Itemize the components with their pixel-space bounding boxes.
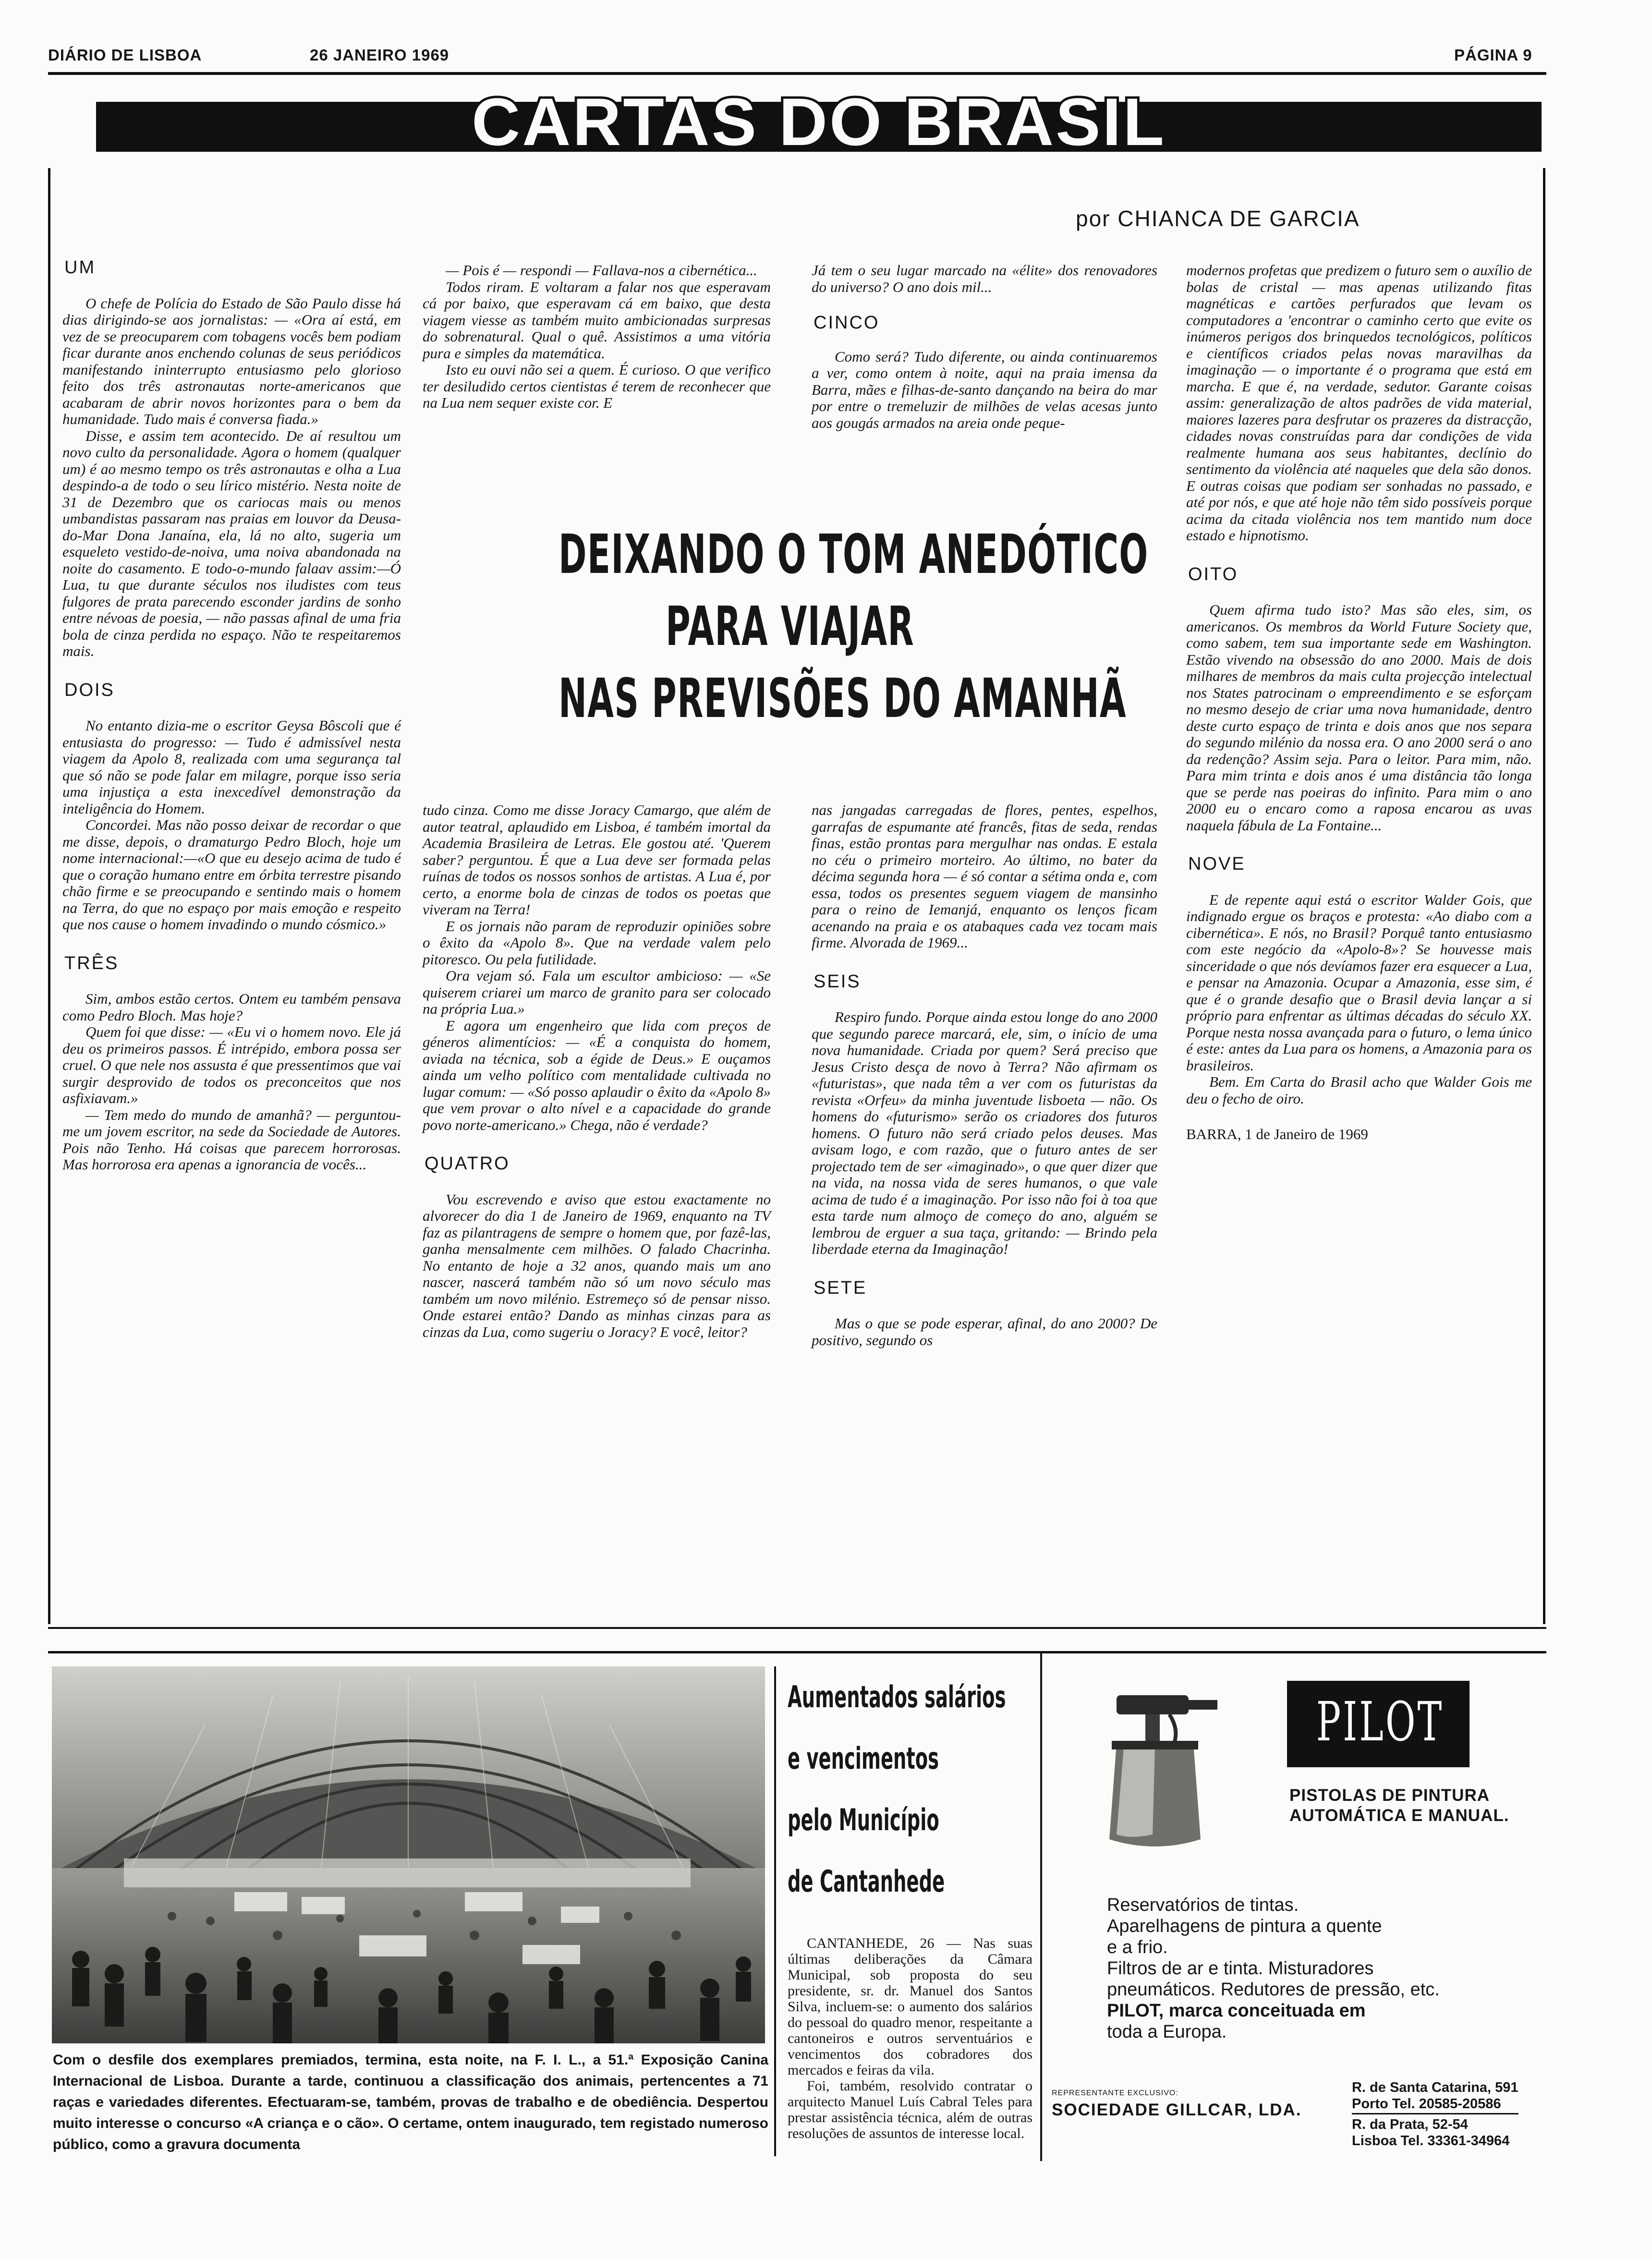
ad-features (1107, 1895, 1501, 2042)
column-divider (1040, 1652, 1042, 2161)
photo-dog-show-hall (52, 1666, 765, 2043)
section-heading-oito: OITO (1188, 564, 1239, 584)
paragraph: E agora um engenheiro que lida com preços de géneros alimentícios: — «É a conquista do homem, aviada na técnica, sob a égide de Deus.» E ouçamos ainda um velho político com mentalidade cultivada no lugar comum: — «Só posso aplaudir o êxito da «Apolo 8» que vem provar o alto nível e a capacidade do grande povo norte-americano.» Chega, não é verdade? (423, 1017, 771, 1133)
newspaper-name: DIÁRIO DE LISBOA (48, 46, 202, 64)
paragraph: Mas o que se pode esperar, afinal, do ano 2000? De positivo, segundo os (812, 1315, 1157, 1348)
section-title-bar (96, 84, 1542, 159)
ad-line: Filtros de ar e tinta. Misturadores (1107, 1958, 1374, 1979)
headline-line: PARA VIAJAR (666, 595, 914, 658)
byline: por CHIANCA DE GARCIA (1076, 206, 1360, 231)
news-headline-line: de Cantanhede (788, 1864, 945, 1899)
paragraph: Disse, e assim tem acontecido. De aí resultou um novo culto da personalidade. Agora o homem (qualquer um) é ao mesmo tempo os três astronautas e olha a Lua despindo-a de todo o seu lírico mistério. Nesta noite de 31 de Dezembro que os cariocas mais ou menos umbandistas passaram nas praias em louvor da Deusa-do-Mar Dona Janaína, ela, lá no alto, sugeria um esqueleto vestido-de-noiva, uma noiva abandonada na noite do casamento. E todo-o-mundo falaav assim:—Ó Lua, tu que durante séculos nos iludistes com teus fulgores de prata parecendo esconder jardins de sonho entre névoas de poesia, — não passas afinal de uma fria bola de cinza perdida no espaço. Não te respeitaremos mais. (62, 427, 401, 659)
header-rule (48, 72, 1546, 75)
ad-subtitle (1289, 1785, 1509, 1826)
rep-name: SOCIEDADE GILLCAR, LDA. (1052, 2101, 1302, 2119)
section-heading-quatro: QUATRO (425, 1154, 510, 1174)
paragraph: modernos profetas que predizem o futuro sem o auxílio de bolas de cristal — mas apenas utilizando fitas magnéticas e cartões perfurados que levam os computadores a 'encontrar o caminho certo que evite os inúmeros perigos dos brinquedos tecnológicos, políticos e científicos criados pelas novas maravilhas da imaginação — o importante é o programa que está em marcha. E que é, na verdade, sedutor. Garante coisas assim: generalização de altos padrões de vida material, maiores lazeres para desfrutar os prazeres da distracção, cidades novas construídas para dar condições de vida realmente humana aos seus habitantes, declínio do sentimento da violência até naqueles que dela são donos. E outras coisas que podiam ser sonhadas no passado, e até por nós, e que até hoje não têm sido possíveis porque acima da citada violência nos tem mantido num doce estado e hipnotismo. (1186, 262, 1532, 544)
pilot-logo-box (1287, 1681, 1470, 1767)
section-heading-sete: SETE (814, 1277, 867, 1298)
paragraph: Ora vejam só. Fala um escultor ambicioso: — «Se quiserem criarei um marco de granito para ser colocado na própria Lua.» (423, 967, 771, 1017)
pilot-logo: PILOT (1316, 1691, 1444, 1753)
ad-line: pneumáticos. Redutores de pressão, etc. (1107, 1980, 1440, 2000)
article-column-2-top (423, 262, 771, 412)
news-headline (788, 1666, 1037, 1912)
address-line: Lisboa Tel. 33361-34964 (1352, 2133, 1510, 2149)
ad-line: Aparelhagens de pintura a quente (1107, 1916, 1382, 1936)
ad-line: toda a Europa. (1107, 2022, 1227, 2042)
paragraph: O chefe de Polícia do Estado de São Paulo disse há dias dirigindo-se aos jornalistas: — «Ora aí está, em vez de se preocuparem com tobagens vocês bem podiam ficar durante anos enchendo colunas de seus periódicos manifestando ininterrupto entusiasmo pelo glorioso feito dos três astronautas norte-americanos que acabaram de abrir novos horizontes para o bem da humanidade. Tudo mais é conversa fiada.» (62, 294, 401, 427)
page-number: PÁGINA 9 (1454, 46, 1532, 64)
article-bottom-rule (48, 1627, 1546, 1629)
news-headline-line: e vencimentos (788, 1741, 939, 1776)
ad-line: PILOT, marca conceituada em (1107, 2001, 1366, 2021)
photo-caption: Com o desfile dos exemplares premiados, termina, esta noite, na F. I. L., a 51.ª Exposição Canina Internacional de Lisboa. Durante a tarde, continuou a classificação dos animais, pertencentes a 71 raças e variedades diferentes. Efectuaram-se, também, provas de trabalho e de obediência. Despertou muito interesse o concurso «A criança e o cão». O certame, ontem inaugurado, tem registado numeroso público, como a gravura documenta (53, 2052, 768, 2152)
article-column-3-bottom (812, 802, 1157, 1348)
paragraph: Quem afirma tudo isto? Mas são eles, sim, os americanos. Os membros da World Future Society que, como sabem, tem sua importante sede em Washington. Estão vivendo na obsessão do ano 2000. Mais de dois milhares de membros da mais culta projecção intelectual nos States patrocinam o empreendimento e se esforçam no mesmo desejo de criar uma nova humanidade, dentro deste curto espaço de trinta e dois anos que nos separa do segundo milénio da nossa era. O ano 2000 será o ano da redenção? Assim seja. Para o leitor. Para mim, não. Para mim trinta e dois anos é uma distância tão longa que se perde nas poeiras do infinito. Para mim o ano 2000 eu o encaro como a raposa encarou as uvas naquela fábula de La Fontaine... (1186, 601, 1532, 834)
article-column-4 (1186, 262, 1532, 1143)
section-heading-nove: NOVE (1188, 854, 1246, 874)
ad-subtitle-line: PISTOLAS DE PINTURA (1289, 1786, 1490, 1805)
section-heading-dois: DOIS (64, 680, 115, 700)
paragraph: tudo cinza. Como me disse Joracy Camargo, que além de autor teatral, aplaudido em Lisboa, é também imortal da Academia Brasileira de Letras. Ele gostou até. 'Querem saber? perguntou. É que a Lua deve ser formada pelas ruínas de todos os nossos sonhos de artistas. A Lua é, por certo, a enorme bola de cinzas de todos os poetas que viveram na Terra! (423, 802, 771, 918)
paragraph: Quem foi que disse: — «Eu vi o homem novo. Ele já deu os primeiros passos. É intrépido, embora possa ser cruel. O que nele nos assusta é que pressentimos que vai surgir desprovido de todos os preconceitos que nos asfixiavam.» (62, 1023, 401, 1106)
section-title: CARTAS DO BRASIL (472, 84, 1166, 159)
spray-gun-icon (1097, 1681, 1241, 1863)
paragraph: CANTANHEDE, 26 — Nas suas últimas deliberações da Câmara Municipal, sob proposta do seu presidente, sr. dr. Manuel dos Santos Silva, incluem-se: o aumento dos salários do pessoal do quadro menor, respeitante a cantoneiros e outros serventuários e vencimentos dos cobradores dos mercados e feiras da vila. (788, 1935, 1032, 2078)
exhibition-hall-image (52, 1666, 765, 2043)
paragraph: — Pois é — respondi — Fallava-nos a cibernética... (446, 262, 757, 279)
paragraph: E os jornais não param de reproduzir opiniões sobre o êxito da «Apolo 8». Que na verdade valem pelo pitoresco. Ou pela futilidade. (423, 917, 771, 968)
paragraph: Todos riram. E voltaram a falar nos que esperavam cá por baixo, que esperavam cá em baixo, que desta viagem viesse as também muito ambicionadas surpresas do sobrenatural. Qual o quê. Assistimos a uma vitória pura e simples da matemática. (423, 278, 771, 362)
headline-line: NAS PREVISÕES DO AMANHÃ (559, 668, 1127, 730)
paragraph: Concordei. Mas não posso deixar de recordar o que me disse, depois, o dramaturgo Pedro Bloch, hoje um nome internacional:—«O que eu desejo acima de tudo é que o coração humano entre em órbita terrestre pisando chão firme e se preocupando e sentindo mais o homem na Terra, do que no espaço por mais emoção e respeito que nos cause o homem invadindo o mundo cósmico.» (62, 816, 401, 933)
news-headline-line: Aumentados salários (788, 1679, 1006, 1714)
ad-line: e a frio. (1107, 1937, 1168, 1957)
paragraph: Sim, ambos estão certos. Ontem eu também pensava como Pedro Bloch. Mas hoje? (62, 990, 401, 1024)
news-headline-line: pelo Município (788, 1802, 939, 1837)
article-column-3-top (812, 262, 1157, 431)
article-headline (423, 519, 1157, 735)
news-body (788, 1935, 1032, 2141)
section-heading-tres: TRÊS (64, 953, 119, 973)
ad-subtitle-line: AUTOMÁTICA E MANUAL. (1289, 1806, 1509, 1825)
ad-line: Reservatórios de tintas. (1107, 1895, 1299, 1915)
paragraph: — Tem medo do mundo de amanhã? — perguntou-me um jovem escritor, na sede da Sociedade de Autores. Pois não Tenho. Há coisas que parecem horrorosas. Mas horrorosa era apenas a ignorancia de vocês... (62, 1106, 401, 1173)
article-column-1 (62, 259, 401, 1173)
paragraph: Vou escrevendo e aviso que estou exactamente no alvorecer do dia 1 de Janeiro de 1969, enquanto na TV faz as pilantragens de sempre o homem que, por fazê-las, ganha mensalmente cem milhões. O falado Chacrinha. No entanto de hoje a 32 anos, quando mais um ano nascer, nascerá também não só um novo século mas também um novo milénio. Estremeço só de pensar nisso. Onde estarei então? Dando as minhas cinzas para as cinzas da Lua, como sugeriu o Joracy? E você, leitor? (423, 1190, 771, 1340)
address-line: R. de Santa Catarina, 591 (1352, 2080, 1518, 2095)
paragraph: Como será? Tudo diferente, ou ainda continuaremos a ver, como ontem à noite, aqui na praia imensa da Barra, mães e filhas-de-santo dançando na beira do mar por entre o tremeluzir de milhões de velas acesas junto aos gougás armados na areia onde peque- (812, 348, 1157, 431)
paragraph: E de repente aqui está o escritor Walder Gois, que indignado ergue os braços e protesta: «Ao diabo com a cibernética». E nós, no Brasil? Porquê tanto entusiasmo com este negócio da «Apolo-8»? Se houvesse mais sinceridade o que nós devíamos fazer era esquecer a Lua, e pensar na Amazonia. Ocupar a Amazonia, esse sim, é que é o grande desafio que o Brasil devia lançar a si próprio para enfrentar as últimas décadas do século XX. Porque nesta nossa avançada para o futuro, o lema único é este: antes da Lua para os homens, a Amazonia para os brasileiros. (1186, 891, 1532, 1074)
article-column-2-bottom (423, 802, 771, 1340)
paragraph: Respiro fundo. Porque ainda estou longe do ano 2000 que segundo parece marcará, ele, sim, o início de uma nova humanidade. Criada por quem? Será preciso que Jesus Cristo desça de novo à Terra? Não afirmam os «futuristas», que nada têm a ver com os futuristas da revista «Orfeu» da minha juventude lisboeta — não. Os homens do «futurismo» serão os criadores dos futuros homens. O futuro não será criado pelos deuses. Mas avisam logo, e com razão, que o futuro antes de ser projectado tem de ser «imaginado», o que quer dizer que na vida, na nossa vida de seres humanos, o que vale acima de tudo é a imaginação. Por isso não foi à toa que esta tarde num almoço de começo do ano, alguém se lembrou de erguer a sua taça, gritando: — Brindo pela liberdade eterna da Imaginação! (812, 1008, 1157, 1257)
column-divider (774, 1666, 776, 2156)
section-heading-um: UM (64, 257, 96, 278)
paragraph: Isto eu ouvi não sei a quem. É curioso. O que verifico ter desiludido certos cientistas é terem de reconhecer que na Lua nem sequer existe cor. E (423, 361, 771, 411)
paragraph: Já tem o seu lugar marcado na «élite» dos renovadores do universo? O ano dois mil... (812, 262, 1157, 295)
rep-label: REPRESENTANTE EXCLUSIVO: (1052, 2089, 1178, 2097)
section-heading-cinco: CINCO (814, 313, 880, 333)
paragraph: nas jangadas carregadas de flores, pentes, espelhos, garrafas de espumante até francês, fitas de seda, rendas finas, estão prontas para mergulhar nas ondas. E estala no céu o primeiro morteiro. Ao último, no bater da décima segunda hora — é só contar a sétima onda e, com essa, todos os presentes seguem viagem de mansinho para o reino de Iemanjá, enquanto os lenços ficam acenando na praia e os atabaques cada vez tocam mais firme. Alvorada de 1969... (812, 802, 1157, 951)
paragraph: Foi, também, resolvido contratar o arquitecto Manuel Luís Cabral Teles para prestar assistência técnica, além de outras resoluções de assuntos de interesse local. (788, 2078, 1032, 2141)
paragraph: No entanto dizia-me o escritor Geysa Bôscoli que é entusiasta do progresso: — Tudo é admissível nesta viagem da Apolo 8, realizada com uma segurança tal que só não se pode falar em milagre, porque isso seria uma injustiça a esta inexcedível demonstração da inteligência do Homem. (62, 717, 401, 817)
paragraph: Bem. Em Carta do Brasil acho que Walder Gois me deu o fecho de oiro. (1186, 1073, 1532, 1107)
headline-line: DEIXANDO O TOM ANEDÓTICO (559, 523, 1149, 586)
ads-top-rule (48, 1651, 1546, 1653)
section-heading-seis: SEIS (814, 971, 861, 992)
address-line: Porto Tel. 20585-20586 (1352, 2096, 1518, 2114)
issue-date: 26 JANEIRO 1969 (310, 46, 449, 64)
article-signoff: BARRA, 1 de Janeiro de 1969 (1186, 1126, 1368, 1142)
ad-representative (1052, 2084, 1301, 2120)
ad-addresses (1352, 2079, 1518, 2149)
address-line: R. da Prata, 52-54 (1352, 2117, 1468, 2132)
